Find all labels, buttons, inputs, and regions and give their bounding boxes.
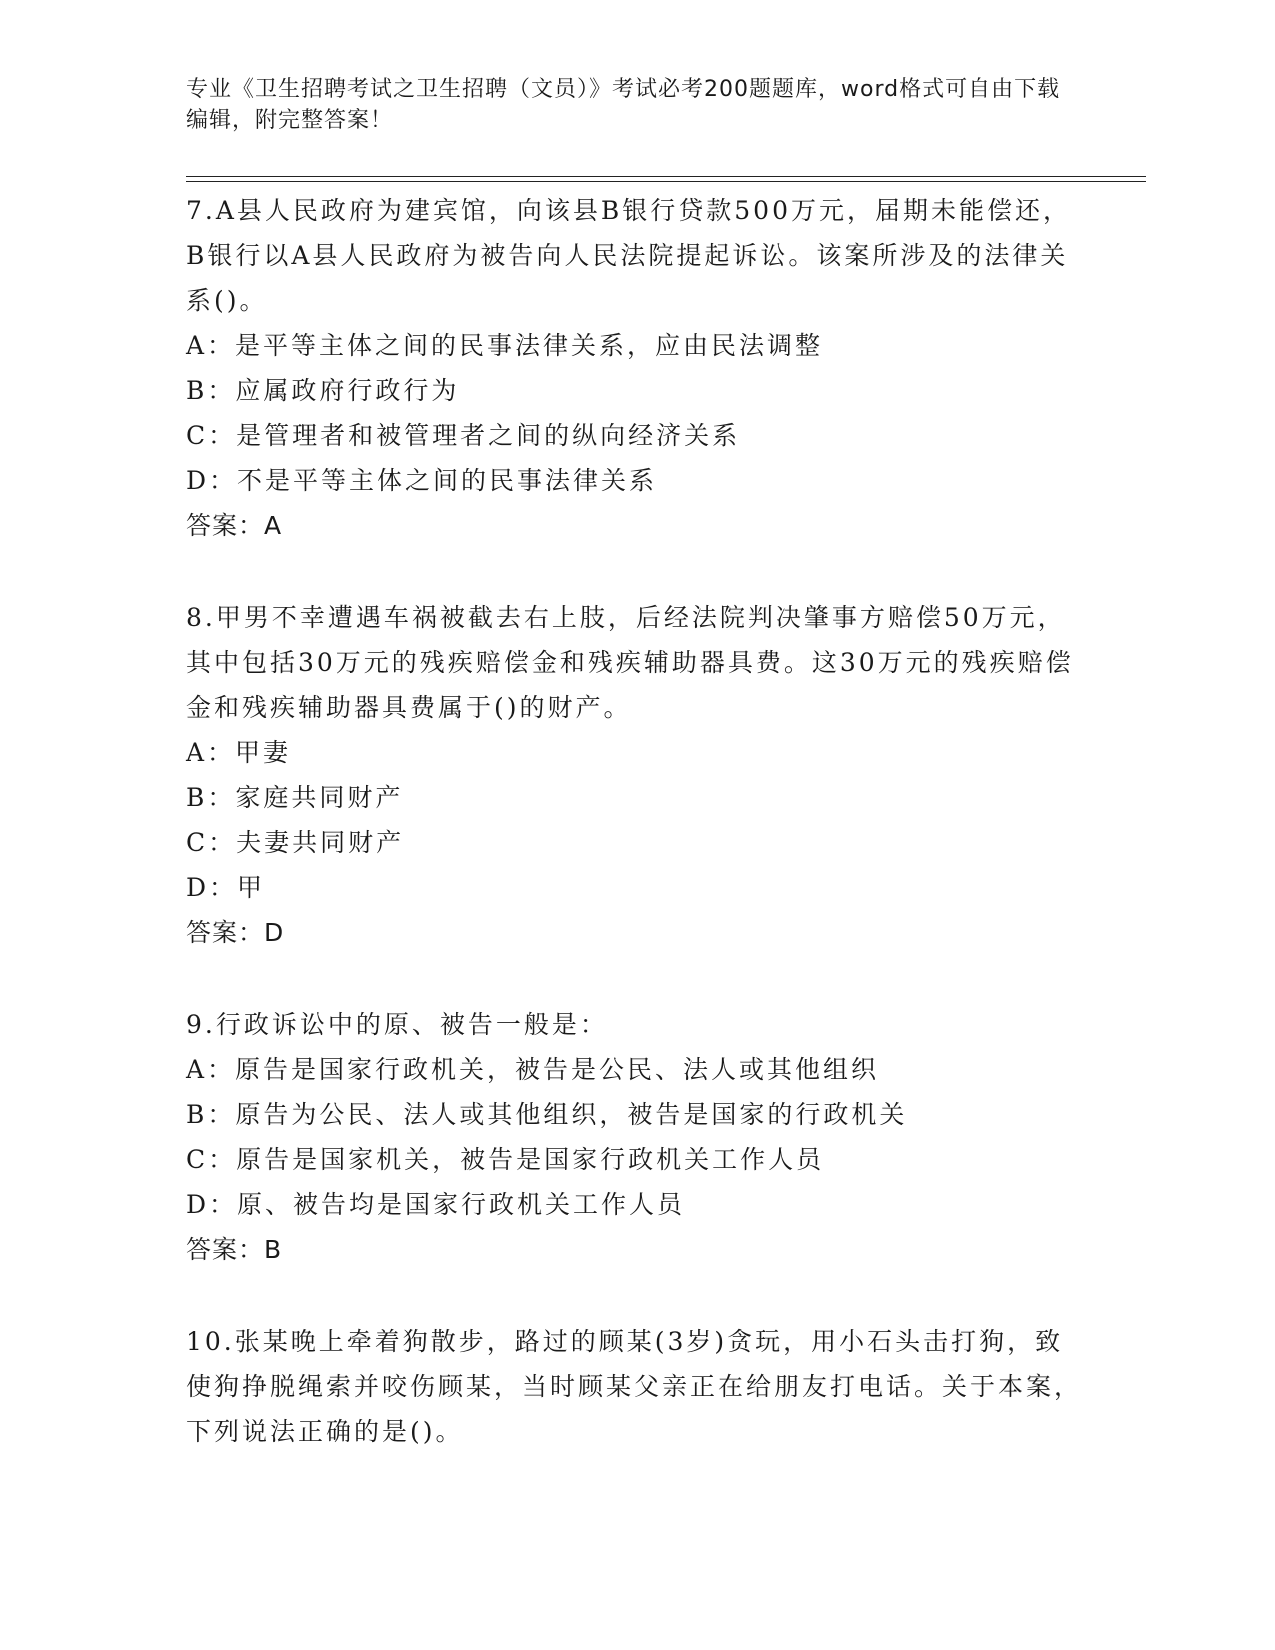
option-d: D：甲	[186, 873, 266, 902]
option-b: B：家庭共同财产	[186, 783, 404, 812]
option-d: D：不是平等主体之间的民事法律关系	[186, 466, 658, 495]
question-stem: 7.A县人民政府为建宾馆，向该县B银行贷款500万元，届期未能偿还，B银行以A县人民政府为被告向人民法院提起诉讼。该案所涉及的法律关系()。	[186, 196, 1071, 315]
option-c: C：夫妻共同财产	[186, 828, 405, 857]
question-stem: 9.行政诉讼中的原、被告一般是：	[186, 1010, 608, 1039]
document-header: 专业《卫生招聘考试之卫生招聘（文员）》考试必考200题题库，word格式可自由下载编辑，附完整答案！	[186, 77, 1061, 133]
question-stem: 8.甲男不幸遭遇车祸被截去右上肢，后经法院判决肇事方赔偿50万元，其中包括30万元的残疾赔偿金和残疾辅助器具费。这30万元的残疾赔偿金和残疾辅助器具费属于()的财产。	[186, 603, 1074, 722]
option-c: C：原告是国家机关，被告是国家行政机关工作人员	[186, 1145, 825, 1174]
answer: 答案：D	[186, 918, 285, 947]
question-stem: 10.张某晚上牵着狗散步，路过的顾某(3岁)贪玩，用小石头击打狗，致使狗挣脱绳索并咬伤顾某，当时顾某父亲正在给朋友打电话。关于本案，下列说法正确的是()。	[186, 1327, 1083, 1446]
question-list	[186, 188, 1086, 1454]
option-a: A：是平等主体之间的民事法律关系，应由民法调整	[186, 331, 824, 360]
answer: 答案：B	[186, 1235, 283, 1264]
option-b: B：应属政府行政行为	[186, 376, 460, 405]
option-b: B：原告为公民、法人或其他组织，被告是国家的行政机关	[186, 1100, 908, 1129]
header-divider-top	[186, 176, 1146, 177]
question-7	[186, 188, 1086, 548]
answer: 答案：A	[186, 511, 283, 540]
question-8	[186, 595, 1086, 955]
header-divider-bottom	[186, 181, 1146, 182]
question-9	[186, 1002, 1086, 1272]
option-a: A：原告是国家行政机关，被告是公民、法人或其他组织	[186, 1055, 880, 1084]
option-d: D：原、被告均是国家行政机关工作人员	[186, 1190, 686, 1219]
option-a: A：甲妻	[186, 738, 292, 767]
option-c: C：是管理者和被管理者之间的纵向经济关系	[186, 421, 741, 450]
question-10	[186, 1319, 1086, 1454]
